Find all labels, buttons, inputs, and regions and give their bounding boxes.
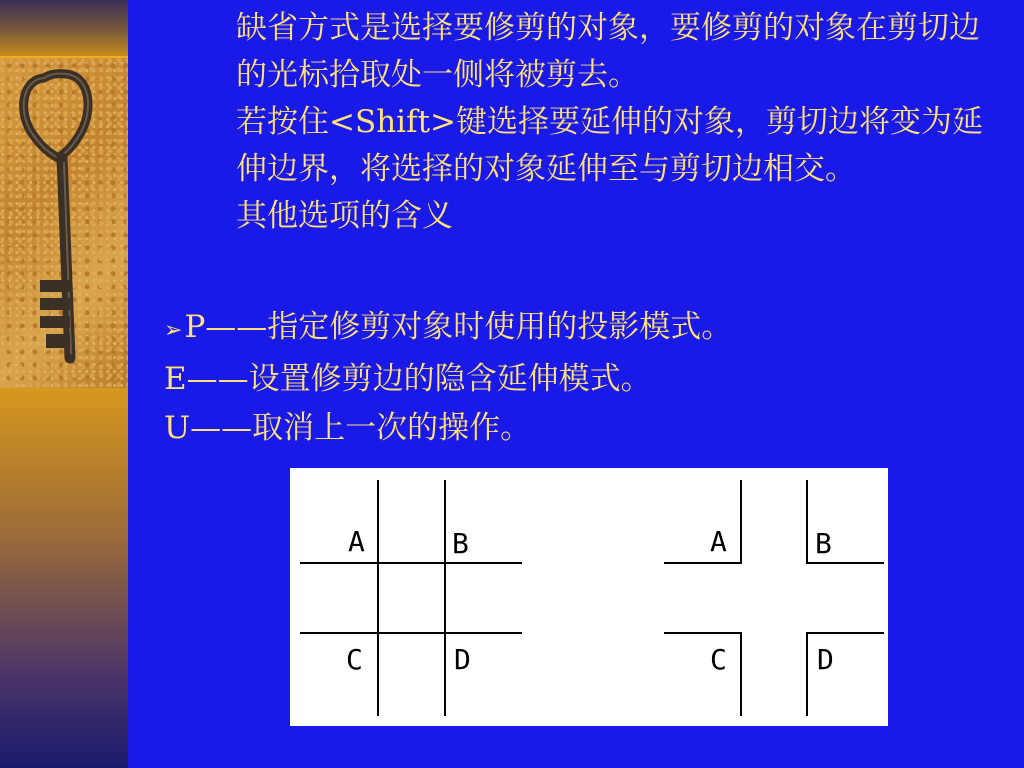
left-label-d: D [454, 643, 471, 676]
option-u: U——取消上一次的操作。 [164, 410, 532, 446]
right-label-d: D [817, 643, 834, 676]
body-text [158, 5, 1008, 240]
option-p-text: P——指定修剪对象时使用的投影模式。 [184, 309, 733, 345]
trim-diagram-lines [290, 468, 888, 726]
trim-diagram [290, 468, 888, 726]
right-label-c: C [710, 643, 727, 676]
arrow-bullet-icon: ➢ [164, 318, 183, 343]
paragraph-other-options-heading: 其他选项的含义 [236, 198, 453, 234]
option-e: E——设置修剪边的隐含延伸模式。 [164, 361, 652, 397]
key-icon [0, 58, 128, 388]
option-p [164, 303, 984, 355]
right-corner-c [664, 633, 741, 716]
strip-top-band [0, 0, 128, 56]
right-corner-a [664, 480, 741, 563]
left-label-b: B [452, 527, 469, 560]
options-list [164, 303, 984, 453]
right-label-b: B [815, 527, 832, 560]
decorative-side-strip [0, 0, 128, 768]
paragraph-shift-extend: 若按住<Shift>键选择要延伸的对象，剪切边将变为延伸边界，将选择的对象延伸至与剪切边相交。 [236, 104, 983, 187]
right-label-a: A [710, 525, 727, 558]
paragraph-default-mode: 缺省方式是选择要修剪的对象，要修剪的对象在剪切边的光标拾取处一侧将被剪去。 [236, 10, 980, 93]
left-label-c: C [346, 643, 363, 676]
key-photo-image [0, 58, 128, 388]
left-label-a: A [348, 525, 365, 558]
